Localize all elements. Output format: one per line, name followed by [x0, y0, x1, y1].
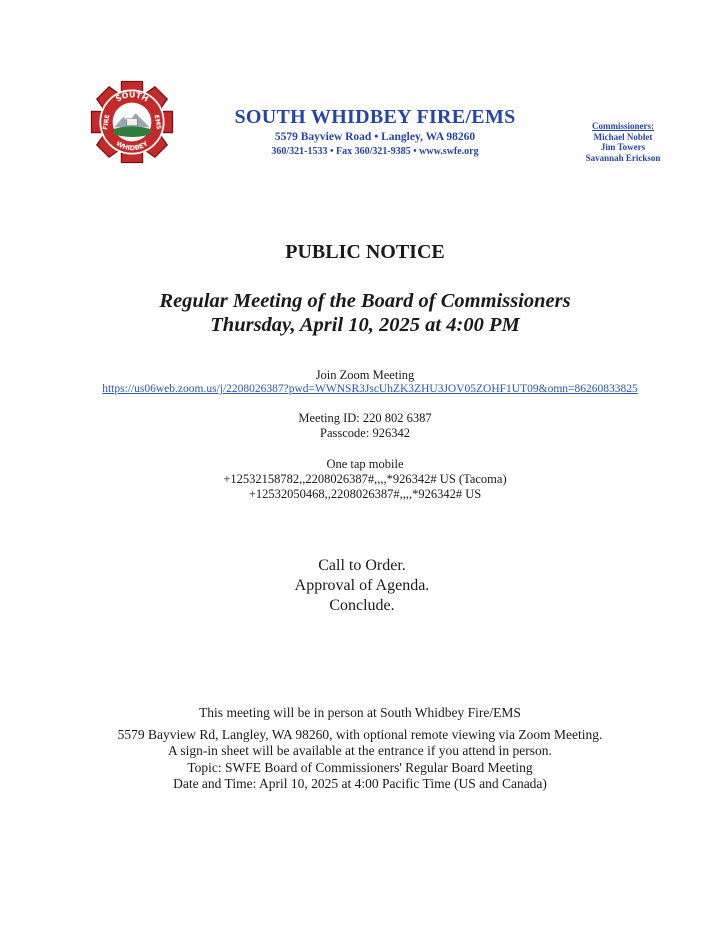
one-tap-number-2: +12532050468,,2208026387#,,,,*926342# US — [248, 487, 482, 501]
commissioner-name: Jim Towers — [600, 142, 646, 152]
org-name: SOUTH WHIDBEY FIRE/EMS — [234, 106, 516, 128]
logo-bottom-text: WHIDBEY — [114, 139, 150, 153]
footer-line-5: Date and Time: April 10, 2025 at 4:00 Pacific Time (US and Canada) — [173, 776, 547, 791]
logo-top-text: SOUTH — [114, 90, 150, 104]
commissioner-name: Savannah Erickson — [585, 152, 661, 163]
agenda-item: Conclude. — [329, 597, 395, 614]
commissioner-name: Michael Noblet — [593, 131, 653, 142]
one-tap-number-1: +12532158782,,2208026387#,,,,*926342# US (Tacoma) — [223, 472, 507, 486]
one-tap-label: One tap mobile — [326, 457, 404, 471]
join-zoom-label: Join Zoom Meeting — [315, 368, 415, 382]
agenda-item: Approval of Agenda. — [294, 577, 430, 594]
commissioners-block — [572, 121, 674, 163]
zoom-meeting-link[interactable]: https://us06web.zoom.us/j/2208026387?pwd=WWNSR3JscUhZK3ZHU3JOV05ZOHF1UT09&omn=86260833825 — [102, 383, 638, 395]
commissioners-heading: Commissioners: — [592, 121, 654, 131]
notice-title: PUBLIC NOTICE — [285, 241, 445, 263]
footer-line-4: Topic: SWFE Board of Commissioners' Regular Board Meeting — [187, 760, 533, 775]
logo-right-text: EMS — [152, 114, 163, 131]
meeting-title: Regular Meeting of the Board of Commissioners — [159, 290, 571, 312]
footer-line-1: This meeting will be in person at South Whidbey Fire/EMS — [199, 705, 521, 720]
org-address: 5579 Bayview Road • Langley, WA 98260 — [274, 131, 476, 143]
footer-line-3: A sign-in sheet will be available at the entrance if you attend in person. — [168, 743, 552, 758]
passcode: Passcode: 926342 — [320, 426, 410, 440]
meeting-date: Thursday, April 10, 2025 at 4:00 PM — [210, 314, 520, 336]
footer-line-2: 5579 Bayview Rd, Langley, WA 98260, with optional remote viewing via Zoom Meeting. — [117, 727, 603, 742]
agenda-item: Call to Order. — [318, 557, 406, 574]
logo-left-text: FIRE — [101, 113, 112, 131]
meeting-id: Meeting ID: 220 802 6387 — [298, 411, 432, 425]
org-contact: 360/321-1533 • Fax 360/321-9385 • www.swfe.org — [271, 146, 479, 157]
